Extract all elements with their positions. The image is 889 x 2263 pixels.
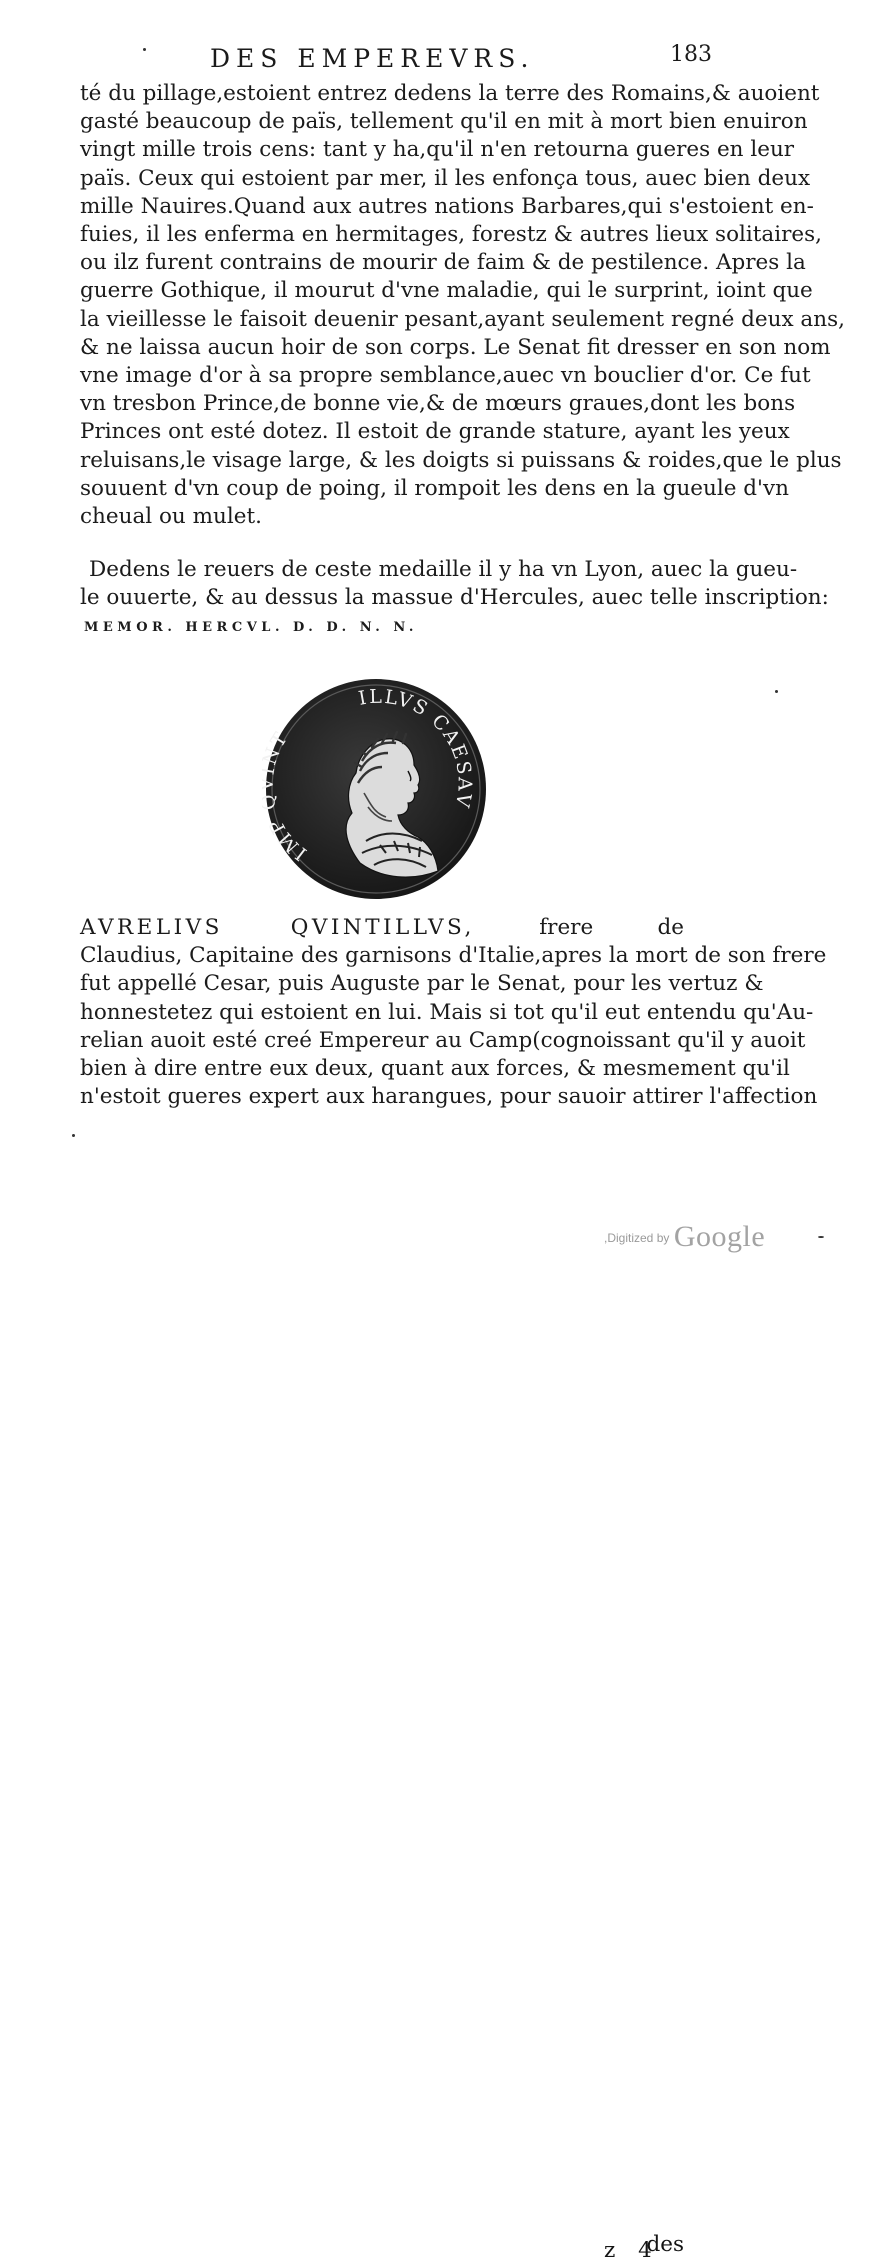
page-number: 183: [670, 42, 712, 67]
catchword: des: [646, 2232, 684, 2257]
coin-legend-left: IMP T: [263, 727, 312, 865]
watermark-prefix: ,Digitized by: [604, 1231, 670, 1245]
watermark-brand: Google: [673, 1220, 766, 1253]
text-line: fut appellé Cesar, puis Auguste par le Senat, pour les vertuz &: [80, 971, 764, 997]
ink-speck: [72, 1134, 75, 1137]
text-line: le ouuerte, & au dessus la massue d'Hercules, auec telle inscription:: [80, 585, 829, 611]
text-line: té du pillage,estoient entrez dedens la terre des Romains,& auoient: [80, 81, 820, 106]
paragraph-1: [80, 80, 845, 531]
text-line: n'estoit gueres expert aux harangues, pour sauoir attirer l'affection: [80, 1084, 818, 1110]
text-line: Dedens le reuers de ceste medaille il y ha vn Lyon, auec la gueu-: [89, 557, 798, 582]
text-line: guerre Gothique, il mourut d'vne maladie, qui le surprint, ioint que: [80, 278, 813, 304]
text-line: païs. Ceux qui estoient par mer, il les enfonça tous, auec bien deux: [80, 165, 811, 191]
coin-illustration: [262, 675, 490, 903]
coin-icon: [262, 675, 490, 903]
text-line: honnestetez qui estoient en lui. Mais si tot qu'il eut entendu qu'Au-: [80, 999, 814, 1025]
text-line: vn tresbon Prince,de bonne vie,& de mœurs graues,dont les bons: [80, 391, 796, 417]
ink-speck: [818, 1236, 824, 1238]
text-line: fuies, il les enferma en hermitages, forestz & autres lieux solitaires,: [80, 222, 822, 248]
text-line: la vieillesse le faisoit deuenir pesant,ayant seulement regné deux ans,: [80, 306, 845, 332]
text-line: gasté beaucoup de païs, tellement qu'il en mit à mort bien enuiron: [80, 109, 808, 135]
text-line: vingt mille trois cens: tant y ha,qu'il n'en retourna gueres en leur: [80, 137, 795, 163]
text-line: bien à dire entre eux deux, quant aux forces, & mesmement qu'il: [80, 1056, 790, 1082]
text-line: & ne laissa aucun hoir de son corps. Le Senat fit dresser en son nom: [80, 334, 831, 360]
signature-mark: z 4: [604, 2238, 660, 2263]
ink-speck: [775, 690, 778, 693]
coin-legend-right: ILLVS CAESAV: [356, 685, 476, 812]
text-fragment: frere de: [474, 915, 684, 940]
text-line: mille Nauires.Quand aux autres nations Barbares,qui s'estoient en-: [80, 193, 814, 219]
running-head: DES EMPEREVRS.: [210, 44, 535, 73]
digitized-watermark: [604, 1220, 765, 1254]
emperor-name: AVRELIVS QVINTILLVS,: [80, 915, 475, 940]
text-line: Claudius, Capitaine des garnisons d'Italie,apres la mort de son frere: [80, 943, 827, 969]
text-line: relian auoit esté creé Empereur au Camp(cognoissant qu'il y auoit: [80, 1027, 806, 1053]
text-line: vne image d'or à sa propre semblance,auec vn bouclier d'or. Ce fut: [80, 363, 811, 389]
paragraph-2: [80, 556, 829, 612]
text-line: Princes ont esté dotez. Il estoit de grande stature, ayant les yeux: [80, 419, 790, 445]
paragraph-3: [80, 914, 827, 1111]
ink-speck: [143, 48, 146, 51]
text-line: souuent d'vn coup de poing, il rompoit les dens en la gueule d'vn: [80, 475, 789, 501]
text-line: ou ilz furent contrains de mourir de faim & de pestilence. Apres la: [80, 250, 806, 276]
text-line: cheual ou mulet.: [80, 504, 262, 530]
text-line: [80, 914, 684, 942]
text-line: reluisans,le visage large, & les doigts si puissans & roides,que le plus: [80, 447, 842, 473]
medal-inscription: MEMOR. HERCVL. D. D. N. N.: [84, 620, 418, 635]
